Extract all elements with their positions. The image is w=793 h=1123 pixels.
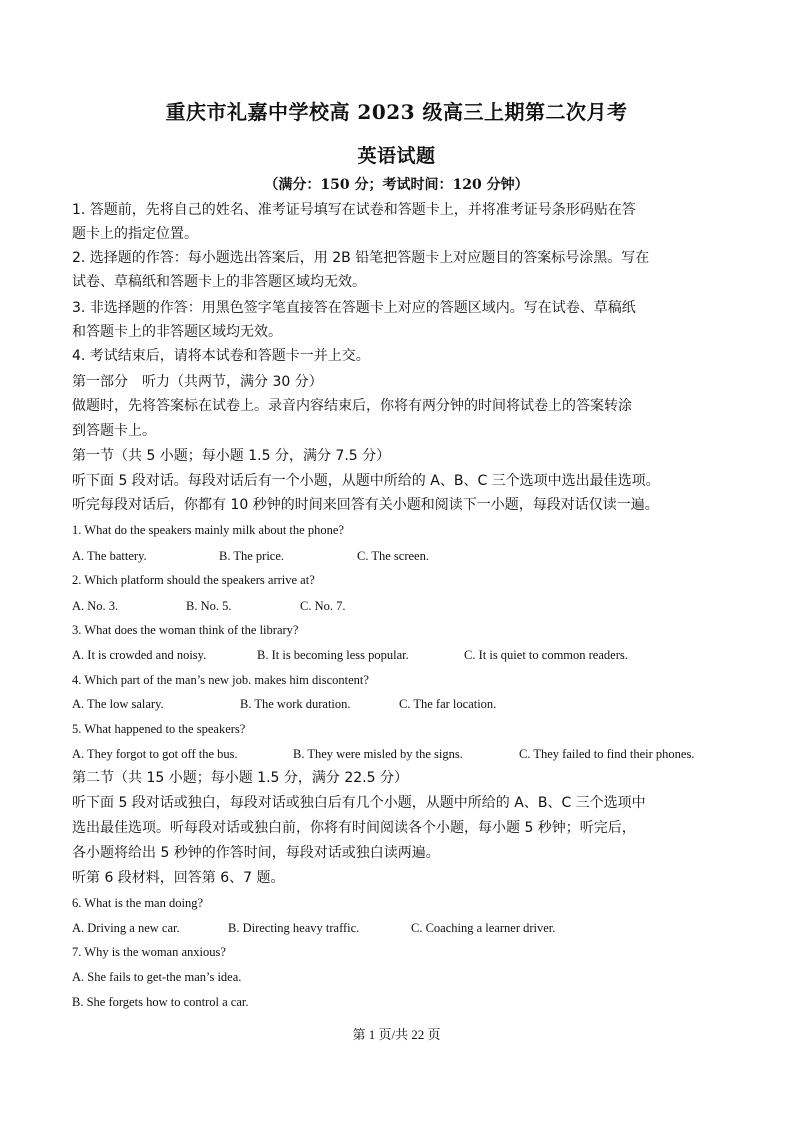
option-a: A. The low salary.: [72, 697, 164, 711]
instruction-line: 4. 考试结束后，请将本试卷和答题卡一并上交。: [72, 348, 370, 364]
instruction-line: 2. 选择题的作答：每小题选出答案后，用 2B 铅笔把答题卡上对应题目的答案标号涂黑。写在: [72, 250, 650, 266]
option-c: C. No. 7.: [300, 599, 346, 613]
part-heading: 第一部分 听力（共两节，满分 30 分）: [72, 374, 323, 390]
option-a: A. It is crowded and noisy.: [72, 648, 207, 662]
option-b: B. The work duration.: [240, 697, 351, 711]
section-intro: 听下面 5 段对话。每段对话后有一个小题，从题中所给的 A、B、C 三个选项中选出最佳选项。: [72, 473, 660, 489]
section-intro: 听完每段对话后，你都有 10 秒钟的时间来回答有关小题和阅读下一小题，每段对话仅读一遍。: [72, 497, 659, 513]
option-c: C. They failed to find their phones.: [519, 747, 695, 761]
option-a: A. The battery.: [72, 549, 147, 563]
question-text: 2. Which platform should the speakers arrive at?: [72, 573, 315, 587]
option-a: A. They forgot to got off the bus.: [72, 747, 238, 761]
instruction-line: 试卷、草稿纸和答题卡上的非答题区域均无效。: [72, 274, 366, 290]
part-intro: 到答题卡上。: [72, 423, 156, 439]
section-intro: 各小题将给出 5 秒钟的作答时间，每段对话或独白读两遍。: [72, 845, 440, 861]
question-text: 7. Why is the woman anxious?: [72, 945, 226, 959]
question-text: 4. Which part of the man’s new job. makes him discontent?: [72, 673, 369, 687]
section-intro: 听下面 5 段对话或独白，每段对话或独白后有几个小题，从题中所给的 A、B、C 三个选项中: [72, 795, 646, 811]
exam-subject: 英语试题: [357, 145, 436, 167]
instruction-line: 和答题卡上的非答题区域均无效。: [72, 324, 282, 340]
instruction-line: 3. 非选择题的作答：用黑色签字笔直接答在答题卡上对应的答题区域内。写在试卷、草稿纸: [72, 300, 636, 316]
option-b: B. The price.: [219, 549, 285, 563]
exam-meta: （满分：150 分；考试时间：120 分钟）: [264, 177, 529, 193]
option-c: C. Coaching a learner driver.: [411, 921, 556, 935]
option-b: B. Directing heavy traffic.: [228, 921, 360, 935]
option-a: A. No. 3.: [72, 599, 119, 613]
option-b: B. No. 5.: [186, 599, 232, 613]
option-c: C. The far location.: [399, 697, 497, 711]
question-text: 1. What do the speakers mainly milk about the phone?: [72, 523, 344, 537]
part-intro: 做题时，先将答案标在试卷上。录音内容结束后，你将有两分钟的时间将试卷上的答案转涂: [72, 398, 632, 414]
question-text: 6. What is the man doing?: [72, 896, 203, 910]
option-c: C. It is quiet to common readers.: [464, 648, 628, 662]
option-b: B. She forgets how to control a car.: [72, 995, 249, 1009]
option-b: B. It is becoming less popular.: [257, 648, 409, 662]
question-text: 3. What does the woman think of the library?: [72, 623, 299, 637]
option-c: C. The screen.: [357, 549, 429, 563]
page-number: 第 1 页/共 22 页: [352, 1027, 441, 1042]
exam-title: 重庆市礼嘉中学校高 2023 级高三上期第二次月考: [165, 100, 628, 124]
option-b: B. They were misled by the signs.: [293, 747, 463, 761]
option-a: A. Driving a new car.: [72, 921, 180, 935]
section-heading: 第二节（共 15 小题；每小题 1.5 分，满分 22.5 分）: [72, 770, 408, 786]
question-text: 5. What happened to the speakers?: [72, 722, 246, 736]
instruction-line: 1. 答题前，先将自己的姓名、准考证号填写在试卷和答题卡上，并将准考证号条形码贴在答: [72, 202, 636, 218]
material-heading: 听第 6 段材料，回答第 6、7 题。: [72, 870, 285, 886]
option-a: A. She fails to get-the man’s idea.: [72, 970, 242, 984]
instruction-line: 题卡上的指定位置。: [72, 226, 198, 242]
section-intro: 选出最佳选项。听每段对话或独白前，你将有时间阅读各个小题，每小题 5 秒钟；听完后，: [72, 820, 636, 836]
section-heading: 第一节（共 5 小题；每小题 1.5 分，满分 7.5 分）: [72, 448, 391, 464]
